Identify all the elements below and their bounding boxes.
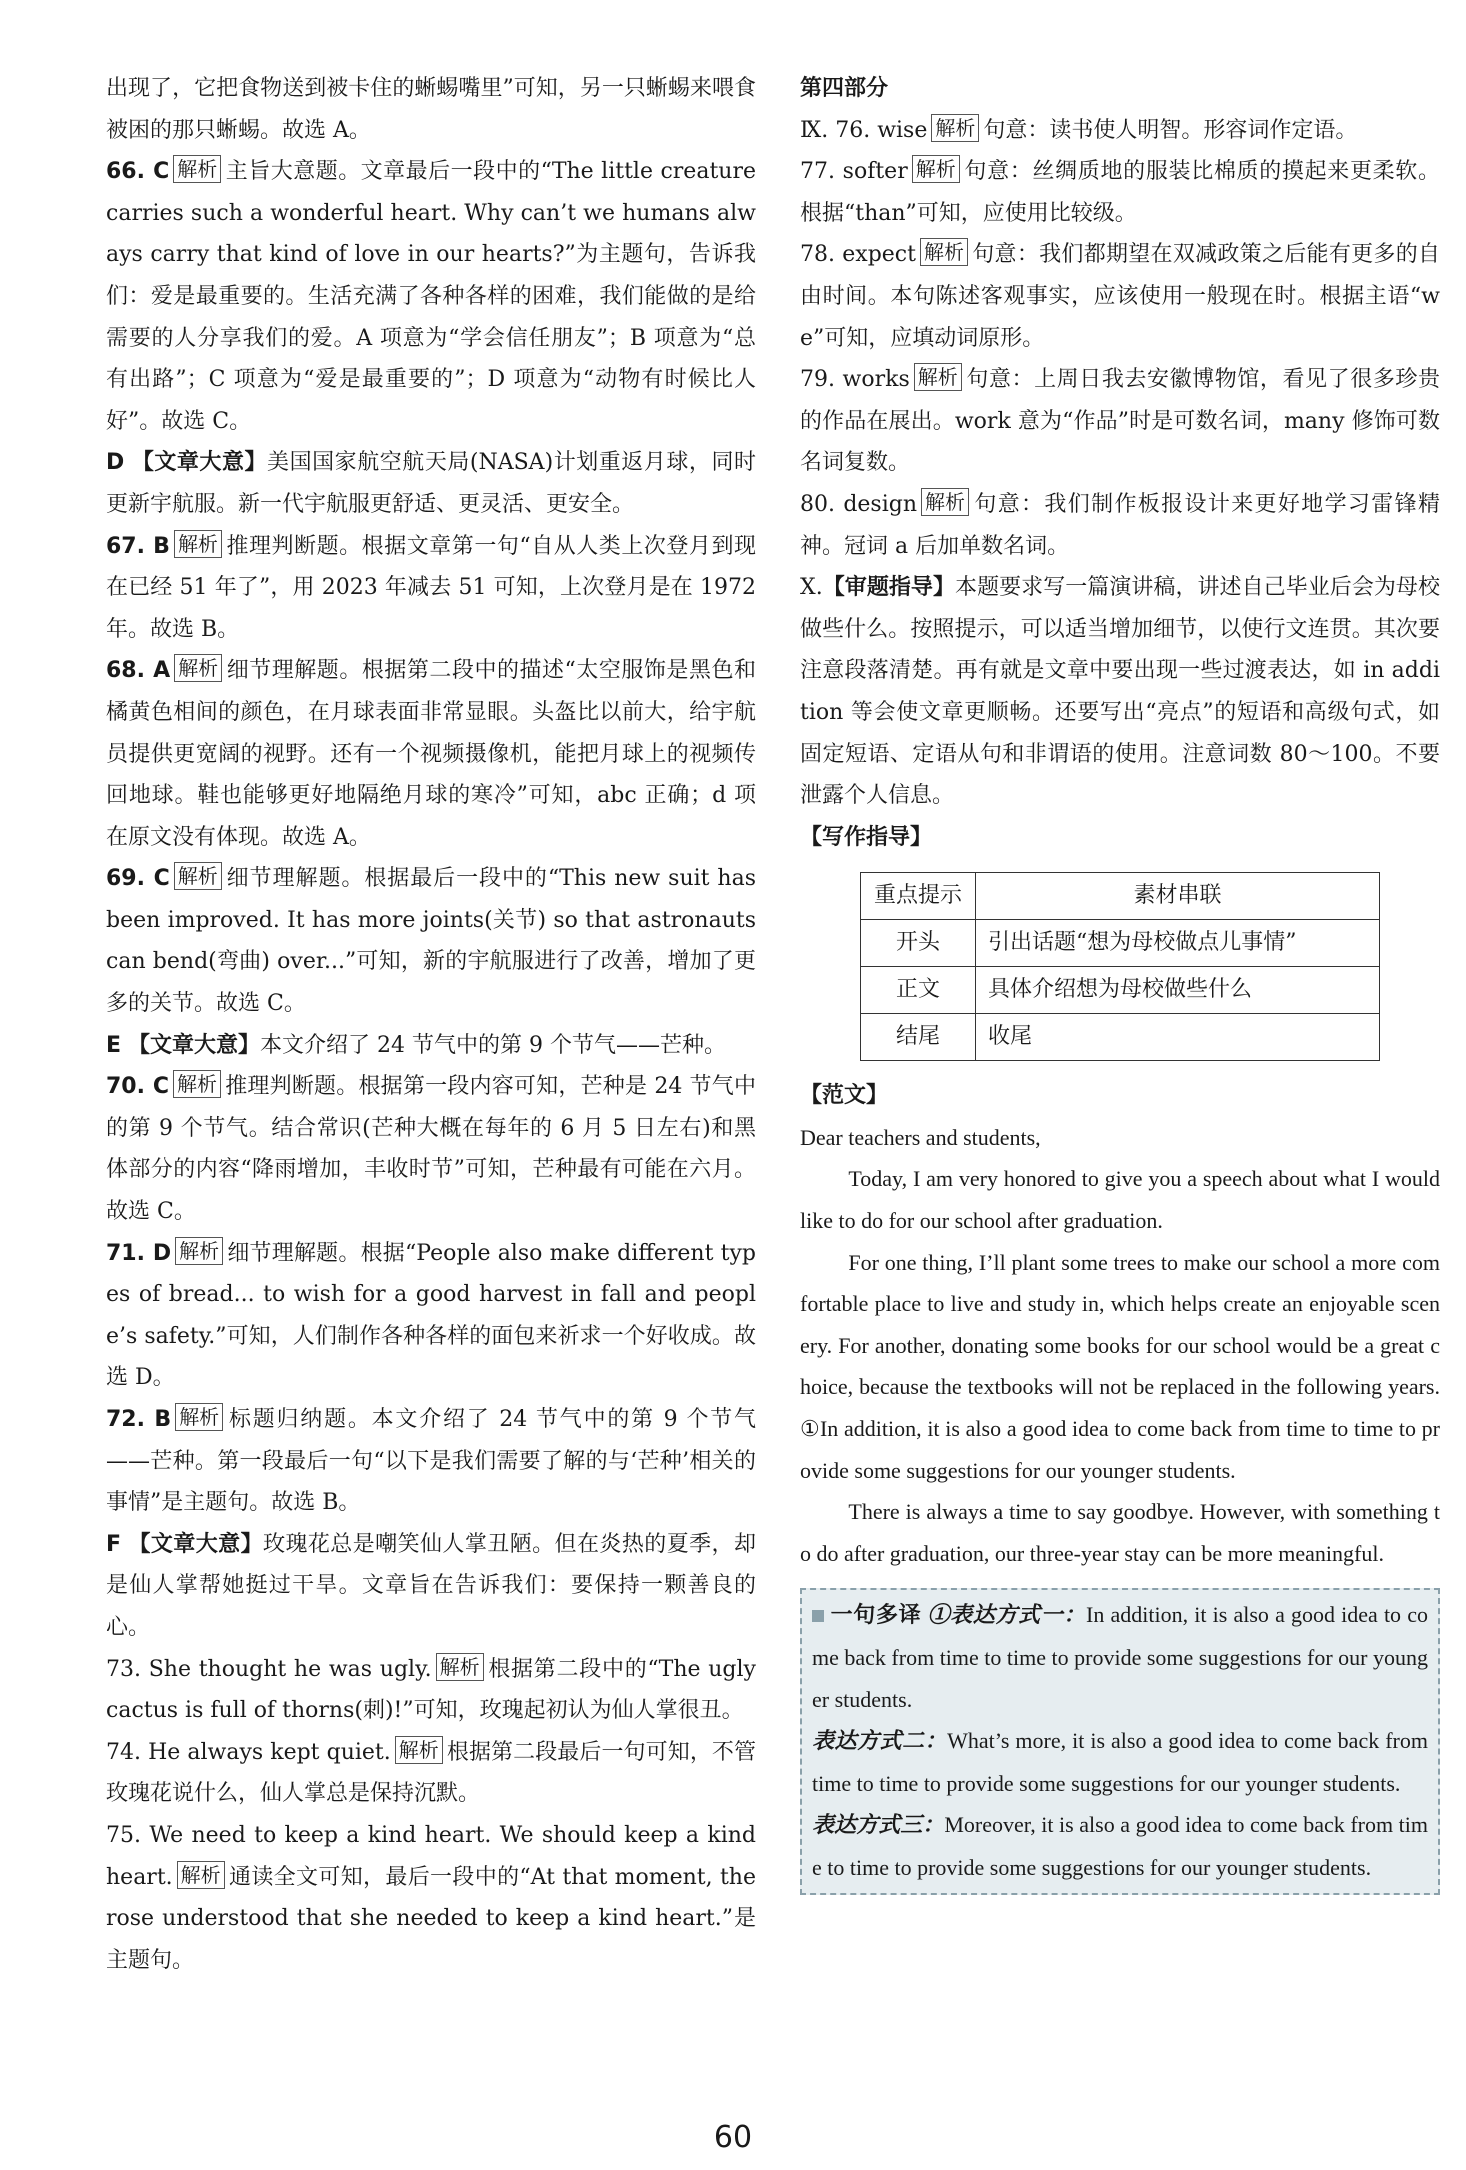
answer-num: 66. C [106, 159, 170, 185]
analysis-tag: 解析 [395, 1736, 443, 1764]
expression-text: In addition, it is also a good idea to come back from time to time to provide some suggestions for our younger students. [812, 1602, 1428, 1712]
answer-text: 句意：我们制作板报设计来更好地学习雷锋精神。冠词 a 后加单数名词。 [800, 491, 1440, 559]
passage-summary-e [106, 1025, 756, 1067]
answer-text: 通读全文可知，最后一段中的“At that moment, the rose understood that she needed to keep a kind heart.”是主题句。 [106, 1864, 756, 1973]
table-cell: 收尾 [976, 1014, 1380, 1061]
translation-2 [812, 1720, 1428, 1804]
answer-text: 细节理解题。根据第二段中的描述“太空服饰是黑色和橘黄色相间的颜色，在月球表面非常显眼。头盔比以前大，给宇航员提供更宽阔的视野。还有一个视频摄像机，能把月球上的视频传回地球。鞋也能够更好地隔绝月球的寒冷”可知，abc 正确；d 项在原文没有体现。故选 A。 [106, 658, 756, 850]
answer-76 [800, 110, 1440, 152]
essay-paragraph: Today, I am very honored to give you a speech about what I would like to do for our school after graduation. [800, 1166, 1440, 1234]
summary-tag: 【文章大意】 [131, 450, 268, 476]
multiple-translations-box [800, 1588, 1440, 1894]
task-guide-tag: 审题指导 [844, 575, 933, 601]
answer-text: 根据第二段中的“The ugly cactus is full of thorns(刺)!”可知，玫瑰起初认为仙人掌很丑。 [106, 1656, 756, 1724]
answer-text: 本题要求写一篇演讲稿，讲述自己毕业后会为母校做些什么。按照提示，可以适当增加细节，以使行文连贯。其次要注意段落清楚。再有就是文章中要出现一些过渡表达，如 in addition 等会使文章更顺畅。还要写出“亮点”的短语和高级句式，如固定短语、定语从句和非谓语的使用。注意词数 80～100。不要泄露个人信息。 [800, 575, 1440, 809]
answer-num: 73. She thought he was ugly. [106, 1656, 432, 1682]
bracket-close: 】 [932, 575, 956, 601]
table-cell: 具体介绍想为母校做些什么 [976, 967, 1380, 1014]
analysis-tag: 解析 [175, 1403, 223, 1431]
analysis-tag: 解析 [920, 238, 968, 266]
answer-79 [800, 359, 1440, 484]
answer-text: 细节理解题。根据“People also make different types of bread... to wish for a good harvest in fall and people’s safety.”可知，人们制作各种各样的面包来祈求一个好收成。故选 D。 [106, 1240, 756, 1391]
writing-guide-table [860, 872, 1380, 1061]
answer-71 [106, 1233, 756, 1399]
answer-text: 推理判断题。根据第一段内容可知，芒种是 24 节气中的第 9 个节气。结合常识(芒种大概在每年的 6 月 5 日左右)和黑体部分的内容“降雨增加，丰收时节”可知，芒种最有可能在六月。故选 C。 [106, 1074, 757, 1225]
summary-tag: 【文章大意】 [128, 1531, 264, 1557]
expression-label: 表达方式二： [812, 1728, 948, 1755]
sample-essay [800, 1117, 1440, 1575]
passage-summary-d [106, 442, 756, 525]
answer-77 [800, 151, 1440, 234]
answer-text: 句意：丝绸质地的服装比棉质的摸起来更柔软。根据“than”可知，应使用比较级。 [800, 159, 1440, 226]
bracket-open: 【 [822, 575, 845, 601]
analysis-tag: 解析 [921, 488, 969, 516]
analysis-tag: 解析 [175, 1237, 223, 1265]
expression-label: ①表达方式一： [927, 1602, 1087, 1629]
summary-tag: 【文章大意】 [128, 1032, 261, 1058]
analysis-tag: 解析 [914, 363, 962, 391]
table-header-row [861, 873, 1380, 920]
answer-num: 77. softer [800, 159, 908, 185]
answer-num: 75. We need to keep a kind heart. We should keep a kind heart. [106, 1822, 756, 1890]
translation-1 [812, 1594, 1428, 1720]
answer-text: 主旨大意题。文章最后一段中的“The little creature carries such a wonderful heart. Why can’t we humans always carry that kind of love in our hearts?”为主题句，告诉我们：爱是最重要的。生活充满了各种各样的困难，我们能做的是给需要的人分享我们的爱。A 项意为“学会信任朋友”；B 项意为“总有出路”；C 项意为“爱是最重要的”；D 项意为“动物有时候比人好”。故选 C。 [106, 159, 756, 434]
answer-69 [106, 858, 756, 1024]
analysis-tag: 解析 [912, 155, 960, 183]
answer-80 [800, 484, 1440, 567]
analysis-tag: 解析 [436, 1653, 484, 1681]
essay-greeting: Dear teachers and students, [800, 1124, 1041, 1150]
summary-text: 本文介绍了 24 节气中的第 9 个节气——芒种。 [260, 1032, 727, 1058]
table-cell: 正文 [861, 967, 976, 1014]
answer-78 [800, 234, 1440, 359]
answer-72 [106, 1399, 756, 1524]
writing-task-analysis [800, 567, 1440, 817]
table-header: 素材串联 [976, 873, 1380, 920]
answer-73 [106, 1649, 756, 1732]
table-header: 重点提示 [861, 873, 976, 920]
answer-text: 推理判断题。根据文章第一句“自从人类上次登月到现在已经 51 年了”，用 2023 年减去 51 可知，上次登月是在 1972 年。故选 B。 [106, 533, 756, 642]
translation-3 [812, 1804, 1428, 1888]
table-row [861, 967, 1380, 1014]
sample-essay-title: 【范文】 [800, 1083, 889, 1109]
table-cell: 结尾 [861, 1014, 976, 1061]
analysis-tag: 解析 [931, 114, 979, 142]
answer-75 [106, 1815, 756, 1981]
answer-num: 79. works [800, 367, 910, 393]
analysis-tag: 解析 [173, 155, 221, 183]
summary-text: 美国国家航空航天局(NASA)计划重返月球，同时更新宇航服。新一代宇航服更舒适、更灵活、更安全。 [106, 450, 756, 517]
answer-num: 80. design [800, 491, 918, 517]
answer-text: 句意：读书使人明智。形容词作定语。 [983, 117, 1358, 143]
answer-74 [106, 1732, 756, 1815]
summary-text: 玫瑰花总是嘲笑仙人掌丑陋。但在炎热的夏季，却是仙人掌帮她挺过干旱。文章旨在告诉我们：要保持一颗善良的心。 [106, 1531, 756, 1640]
analysis-tag: 解析 [173, 1070, 221, 1098]
answer-text: 出现了，它把食物送到被卡住的蜥蜴嘴里”可知，另一只蜥蜴来喂食被困的那只蜥蜴。故选 A。 [106, 76, 756, 143]
passage-letter: F [106, 1531, 122, 1557]
section-title: 第四部分 [800, 76, 889, 101]
answer-66 [106, 151, 756, 442]
passage-letter: E [106, 1032, 122, 1058]
table-row [861, 920, 1380, 967]
essay-paragraph: There is always a time to say goodbye. However, with something to do after graduation, our three-year stay can be more meaningful. [800, 1499, 1440, 1566]
answer-68 [106, 650, 756, 858]
table-cell: 引出话题“想为母校做点儿事情” [976, 920, 1380, 967]
answer-num: 67. B [106, 533, 170, 559]
analysis-tag: 解析 [174, 530, 222, 558]
answer-num: 68. A [106, 658, 171, 684]
answer-text: 句意：上周日我去安徽博物馆，看见了很多珍贵的作品在展出。work 意为“作品”时是可数名词，many 修饰可数名词复数。 [800, 367, 1440, 476]
answer-text: 细节理解题。根据最后一段中的“This new suit has been improved. It has more joints(关节) so that astronauts can bend(弯曲) over...”可知，新的宇航服进行了改善，增加了更多的关节。故选 C。 [106, 866, 757, 1017]
square-bullet-icon [812, 1610, 824, 1622]
passage-summary-f [106, 1524, 756, 1649]
box-title: 一句多译 [812, 1603, 921, 1628]
analysis-tag: 解析 [174, 654, 222, 682]
expression-text: What’s more, it is also a good idea to come back from time to time to provide some suggestions for our younger students. [812, 1728, 1428, 1796]
left-column [106, 68, 756, 1981]
answer-num: Ⅹ. [800, 575, 823, 601]
answer-num: 71. D [106, 1240, 172, 1266]
answer-num: 74. He always kept quiet. [106, 1739, 391, 1765]
answer-num: 72. B [106, 1407, 172, 1432]
analysis-tag: 解析 [177, 1861, 225, 1889]
table-row [861, 1014, 1380, 1061]
answer-num: 69. C [106, 866, 170, 892]
answer-text: 标题归纳题。本文介绍了 24 节气中的第 9 个节气——芒种。第一段最后一句“以下是我们需要了解的与‘芒种’相关的事情”是主题句。故选 B。 [106, 1407, 757, 1516]
analysis-tag: 解析 [174, 862, 222, 890]
expression-text: Moreover, it is also a good idea to come back from time to time to provide some suggestions for our younger students. [812, 1812, 1428, 1880]
answer-text: 句意：我们都期望在双减政策之后能有更多的自由时间。本句陈述客观事实，应该使用一般现在时。根据主语“we”可知，应填动词原形。 [800, 242, 1440, 351]
page-number: 60 [713, 2120, 753, 2155]
writing-guide-title: 【写作指导】 [800, 824, 933, 850]
essay-paragraph: For one thing, I’ll plant some trees to make our school a more comfortable place to live and study in, which helps create an enjoyable scenery. For another, donating some books for our school would be a great choice, because the textbooks will not be replaced in the following years. ①In addition, it is also a good idea to come back from time to time to provide some suggestions for our younger students. [800, 1249, 1440, 1483]
answer-num: Ⅸ. 76. wise [800, 117, 928, 143]
table-cell: 开头 [861, 920, 976, 967]
answer-70 [106, 1066, 756, 1232]
expression-label: 表达方式三： [812, 1812, 945, 1839]
answer-num: 78. expect [800, 242, 916, 268]
answer-67 [106, 526, 756, 651]
right-column [800, 68, 1440, 1895]
passage-letter: D [106, 450, 125, 476]
answer-num: 70. C [106, 1074, 169, 1100]
answer-text: 根据第二段最后一句可知，不管玫瑰花说什么，仙人掌总是保持沉默。 [106, 1739, 756, 1807]
